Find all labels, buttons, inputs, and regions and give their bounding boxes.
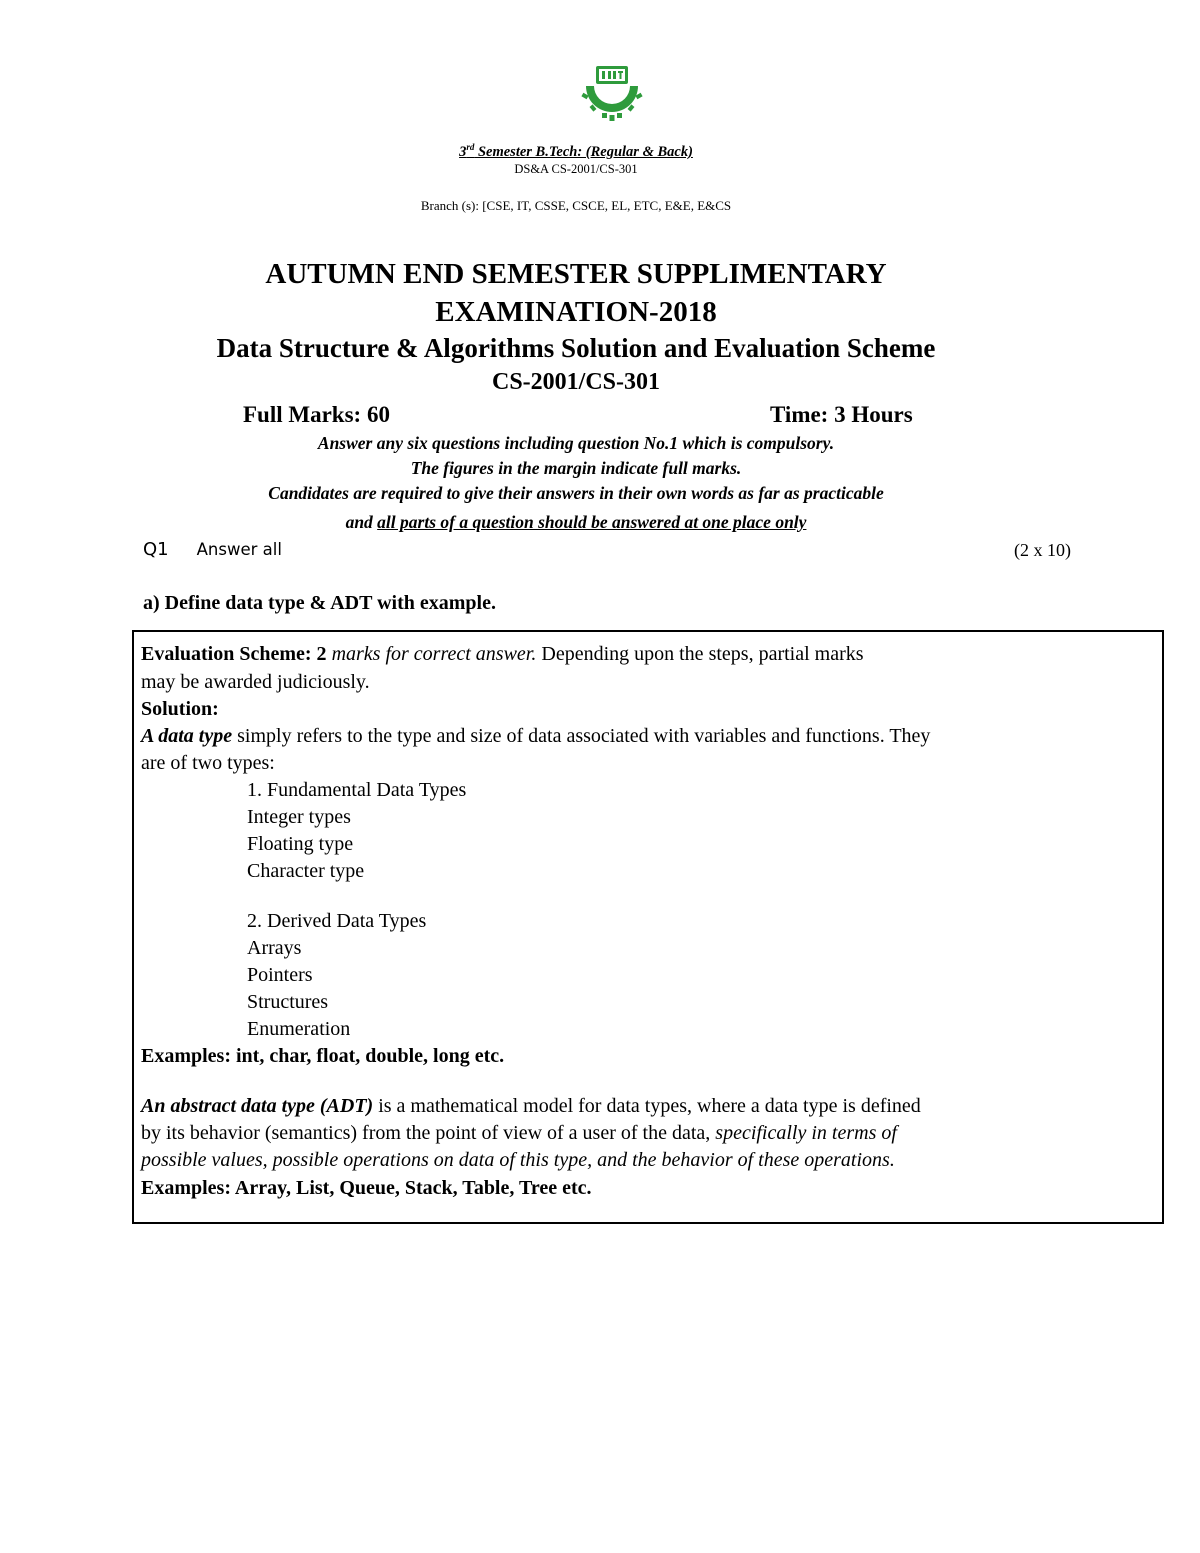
exam-time: Time: 3 Hours [770,402,913,427]
course-code-line: DS&A CS-2001/CS-301 [514,162,638,176]
data-type-definition-2: are of two types: [141,752,275,774]
full-marks: Full Marks: 60 [243,402,390,427]
solution-label: Solution: [141,698,219,720]
exam-title-line1: AUTUMN END SEMESTER SUPPLIMENTARY [265,258,887,290]
branch-line: Branch (s): [CSE, IT, CSSE, CSCE, EL, ETC, E&E, E&CS [420,198,732,213]
instruction-line: and all parts of a question should be answered at one place only [345,512,807,532]
instruction-line: Answer any six questions including question No.1 which is compulsory. [317,433,835,453]
derived-heading: 2. Derived Data Types [247,910,427,932]
instruction-line: Candidates are required to give their answers in their own words as far as practicable [268,483,884,503]
list-item: Character type [247,860,365,882]
list-item: Integer types [247,806,351,828]
subject-code: CS-2001/CS-301 [491,369,660,395]
subject-title: Data Structure & Algorithms Solution and Evaluation Scheme [216,333,936,363]
adt-definition: An abstract data type (ADT) is a mathematical model for data types, where a data type is defined [141,1095,921,1117]
scheme-line: Evaluation Scheme: 2 marks for correct answer. Depending upon the steps, partial marks [141,643,864,665]
question-marks: (2 x 10) [1014,540,1071,560]
list-item: Floating type [247,833,354,855]
data-type-definition: A data type simply refers to the type and size of data associated with variables and functions. They [141,725,931,747]
list-item: Enumeration [247,1018,351,1040]
examples-data-types: Examples: int, char, float, double, long etc. [141,1045,505,1067]
list-item: Structures [247,991,329,1013]
exam-title-line2: EXAMINATION-2018 [435,296,717,328]
question-label: Q1 Answer all [143,539,282,560]
examples-adt: Examples: Array, List, Queue, Stack, Table, Tree etc. [141,1177,592,1199]
scheme-line-2: may be awarded judiciously. [141,671,370,693]
fundamental-heading: 1. Fundamental Data Types [247,779,467,801]
question-part-a: a) Define data type & ADT with example. [143,592,496,614]
semester-line: 3rd Semester B.Tech: (Regular & Back) [459,142,693,160]
adt-definition-3: possible values, possible operations on data of this type, and the behavior of these operations. [141,1149,895,1171]
list-item: Pointers [247,964,313,986]
adt-definition-2: by its behavior (semantics) from the point of view of a user of the data, specifically in terms of [141,1122,897,1144]
list-item: Arrays [247,937,302,959]
instruction-line: The figures in the margin indicate full marks. [410,458,742,478]
kiit-logo-icon [578,64,646,122]
